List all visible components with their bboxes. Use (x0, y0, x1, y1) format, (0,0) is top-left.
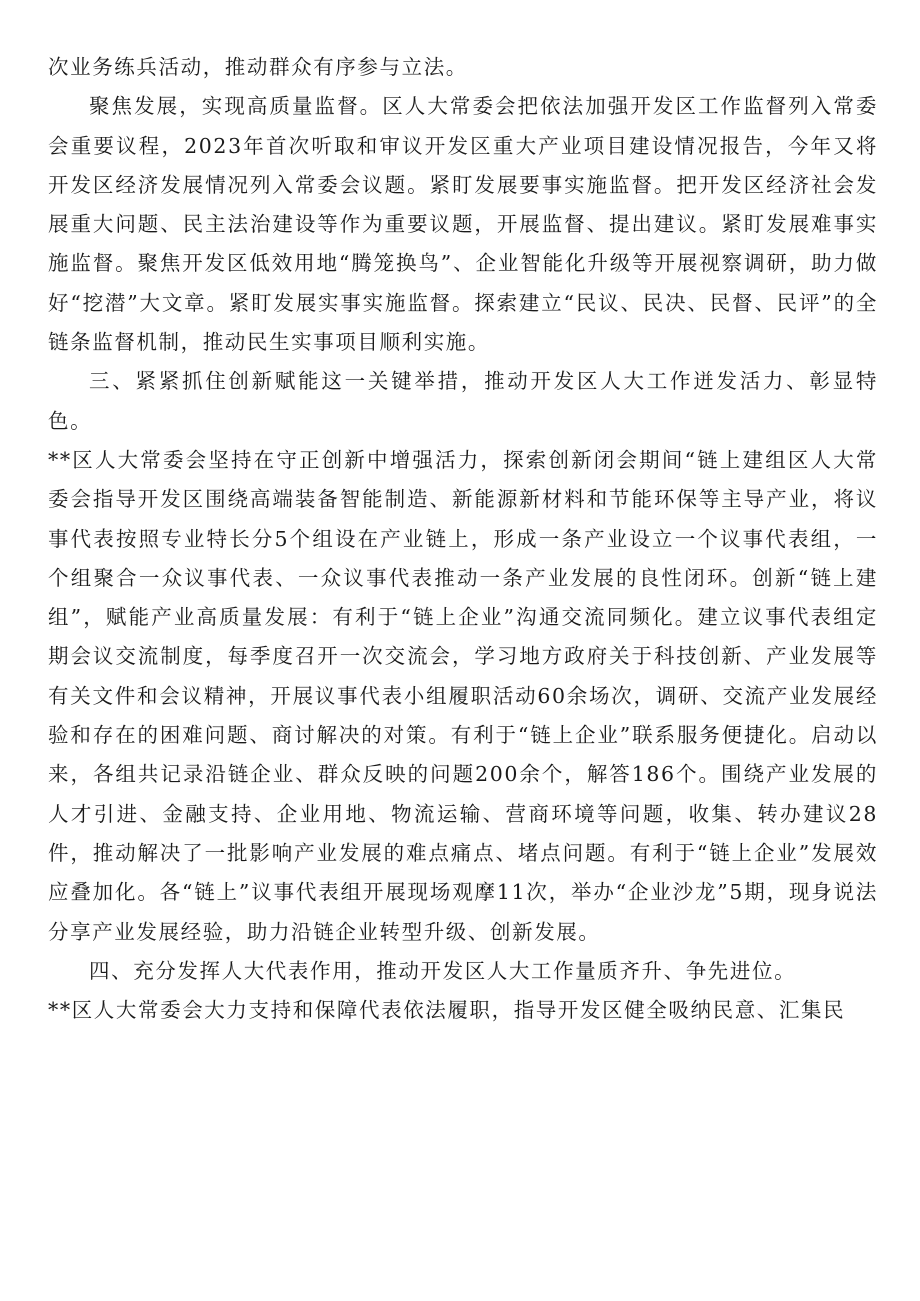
document-page (48, 48, 878, 1030)
paragraph-innovation: **区人大常委会坚持在守正创新中增强活力，探索创新闭会期间“链上建组区人大常委会指导开发区围绕高端装备智能制造、新能源新材料和节能环保等主导产业，将议事代表按照专业特长分5个组设在产业链上，形成一条产业设立一个议事代表组，一个组聚合一众议事代表、一众议事代表推动一条产业发展的良性闭环。创新“链上建组”，赋能产业高质量发展：有利于“链上企业”沟通交流同频化。建立议事代表组定期会议交流制度，每季度召开一次交流会，学习地方政府关于科技创新、产业发展等有关文件和会议精神，开展议事代表小组履职活动60余场次，调研、交流产业发展经验和存在的困难问题、商讨解决的对策。有利于“链上企业”联系服务便捷化。启动以来，各组共记录沿链企业、群众反映的问题200余个，解答186个。围绕产业发展的人才引进、金融支持、企业用地、物流运输、营商环境等问题，收集、转办建议28件，推动解决了一批影响产业发展的难点痛点、堵点问题。有利于“链上企业”发展效应叠加化。各“链上”议事代表组开展现场观摩11次，举办“企业沙龙”5期，现身说法分享产业发展经验，助力沿链企业转型升级、创新发展。 (48, 447, 878, 944)
paragraph-continuation: 次业务练兵活动，推动群众有序参与立法。 (48, 55, 468, 79)
paragraph-focus-development: 聚焦发展，实现高质量监督。区人大常委会把依法加强开发区工作监督列入常委会重要议程，2023年首次听取和审议开发区重大产业项目建设情况报告，今年又将开发区经济发展情况列入常委会议题。紧盯发展要事实施监督。把开发区经济社会发展重大问题、民主法治建设等作为重要议题，开展监督、提出建议。紧盯发展难事实施监督。聚焦开发区低效用地“腾笼换鸟”、企业智能化升级等开展视察调研，助力做好“挖潜”大文章。紧盯发展实事实施监督。探索建立“民议、民决、民督、民评”的全链条监督机制，推动民生实事项目顺利实施。 (48, 94, 878, 355)
section-heading-four: 四、充分发挥人大代表作用，推动开发区人大工作量质齐升、争先进位。 (89, 958, 797, 983)
section-heading-three: 三、紧紧抓住创新赋能这一关键举措，推动开发区人大工作迸发活力、彰显特色。 (48, 369, 878, 433)
paragraph-representatives: **区人大常委会大力支持和保障代表依法履职，指导开发区健全吸纳民意、汇集民 (48, 998, 846, 1023)
